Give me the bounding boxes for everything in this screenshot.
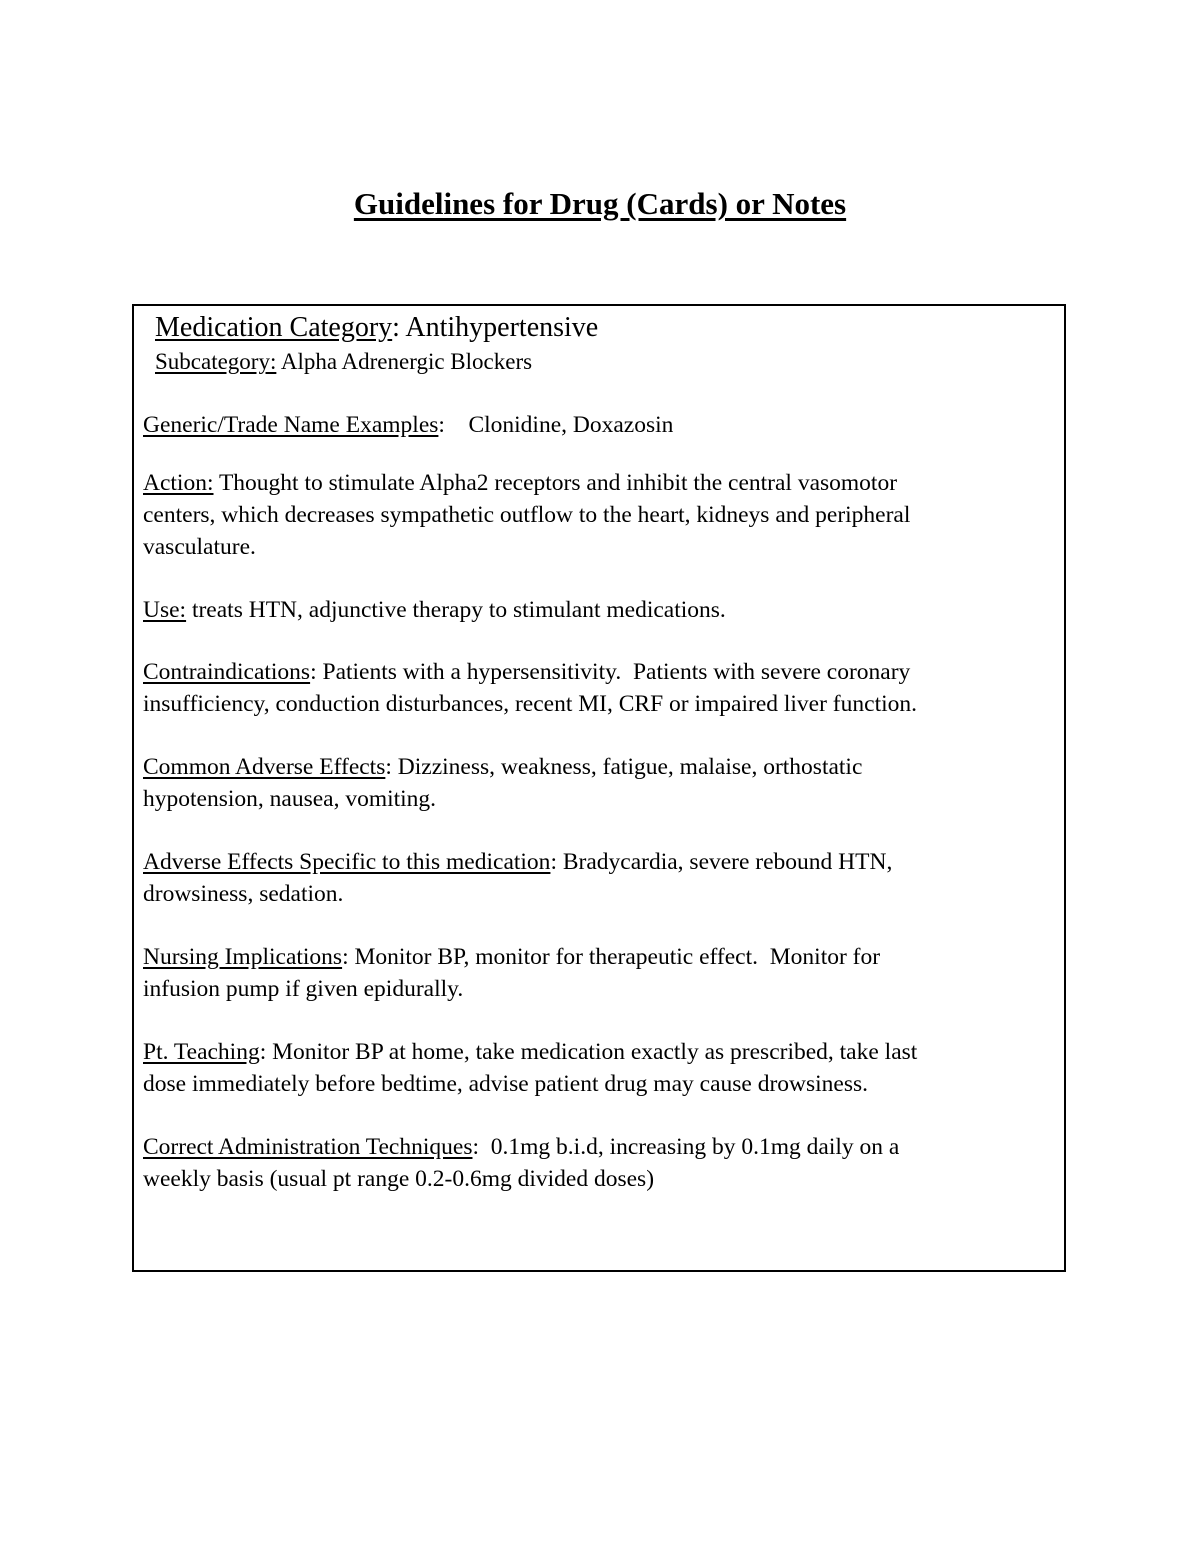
medication-category-label: Medication Category bbox=[155, 312, 393, 343]
use-text-line: treats HTN, adjunctive therapy to stimulant medications. bbox=[186, 597, 726, 623]
contraindications-text-line: insufficiency, conduction disturbances, recent MI, CRF or impaired liver function. bbox=[143, 691, 917, 717]
common-adverse-effects-text-line: hypotension, nausea, vomiting. bbox=[143, 786, 437, 812]
contraindications-section bbox=[143, 656, 1053, 720]
action-label: Action: bbox=[143, 470, 214, 496]
common-adverse-effects-label: Common Adverse Effects bbox=[143, 754, 386, 780]
nursing-implications-text-line: infusion pump if given epidurally. bbox=[143, 976, 464, 1002]
medication-category-value: Antihypertensive bbox=[399, 312, 599, 343]
action-text-line: centers, which decreases sympathetic outflow to the heart, kidneys and peripheral bbox=[143, 502, 911, 528]
generic-trade-names-sep: : bbox=[438, 412, 445, 438]
drug-card bbox=[132, 304, 1066, 1272]
action-text-line: Thought to stimulate Alpha2 receptors and inhibit the central vasomotor bbox=[213, 470, 898, 496]
administration-section bbox=[143, 1131, 1053, 1195]
nursing-implications-label: Nursing Implications bbox=[143, 944, 343, 970]
administration-text-line: weekly basis (usual pt range 0.2-0.6mg divided doses) bbox=[143, 1166, 655, 1192]
generic-trade-names bbox=[143, 409, 673, 441]
action-text-line: vasculature. bbox=[143, 534, 256, 560]
subcategory-value: Alpha Adrenergic Blockers bbox=[276, 349, 533, 374]
generic-trade-names-label: Generic/Trade Name Examples bbox=[143, 412, 439, 438]
generic-trade-names-value: Clonidine, Doxazosin bbox=[444, 412, 674, 438]
specific-adverse-effects-section bbox=[143, 846, 1053, 910]
common-adverse-effects-text-line: : Dizziness, weakness, fatigue, malaise, orthostatic bbox=[385, 754, 863, 780]
administration-text-line: : 0.1mg b.i.d, increasing by 0.1mg daily on a bbox=[472, 1134, 900, 1160]
nursing-implications-text-line: : Monitor BP, monitor for therapeutic effect. Monitor for bbox=[342, 944, 881, 970]
pt-teaching-text-line: : Monitor BP at home, take medication exactly as prescribed, take last bbox=[259, 1039, 918, 1065]
pt-teaching-text-line: dose immediately before bedtime, advise patient drug may cause drowsiness. bbox=[143, 1071, 869, 1097]
medication-category bbox=[155, 310, 598, 346]
use-label: Use: bbox=[143, 597, 187, 623]
specific-adverse-effects-label: Adverse Effects Specific to this medication bbox=[143, 849, 551, 875]
common-adverse-effects-section bbox=[143, 751, 1053, 815]
pt-teaching-label: Pt. Teaching bbox=[143, 1039, 260, 1065]
contraindications-label: Contraindications bbox=[143, 659, 311, 685]
subcategory-label: Subcategory: bbox=[155, 349, 277, 374]
specific-adverse-effects-text-line: : Bradycardia, severe rebound HTN, bbox=[550, 849, 893, 875]
contraindications-text-line: : Patients with a hypersensitivity. Patients with severe coronary bbox=[310, 659, 911, 685]
administration-label: Correct Administration Techniques bbox=[143, 1134, 473, 1160]
nursing-implications-section bbox=[143, 941, 1053, 1005]
medication-category-sep: : bbox=[392, 312, 400, 343]
action-section bbox=[143, 467, 1053, 563]
pt-teaching-section bbox=[143, 1036, 1053, 1100]
subcategory bbox=[155, 346, 532, 378]
use-section bbox=[143, 594, 1053, 626]
specific-adverse-effects-text-line: drowsiness, sedation. bbox=[143, 881, 344, 907]
page-title: Guidelines for Drug (Cards) or Notes bbox=[353, 186, 847, 221]
